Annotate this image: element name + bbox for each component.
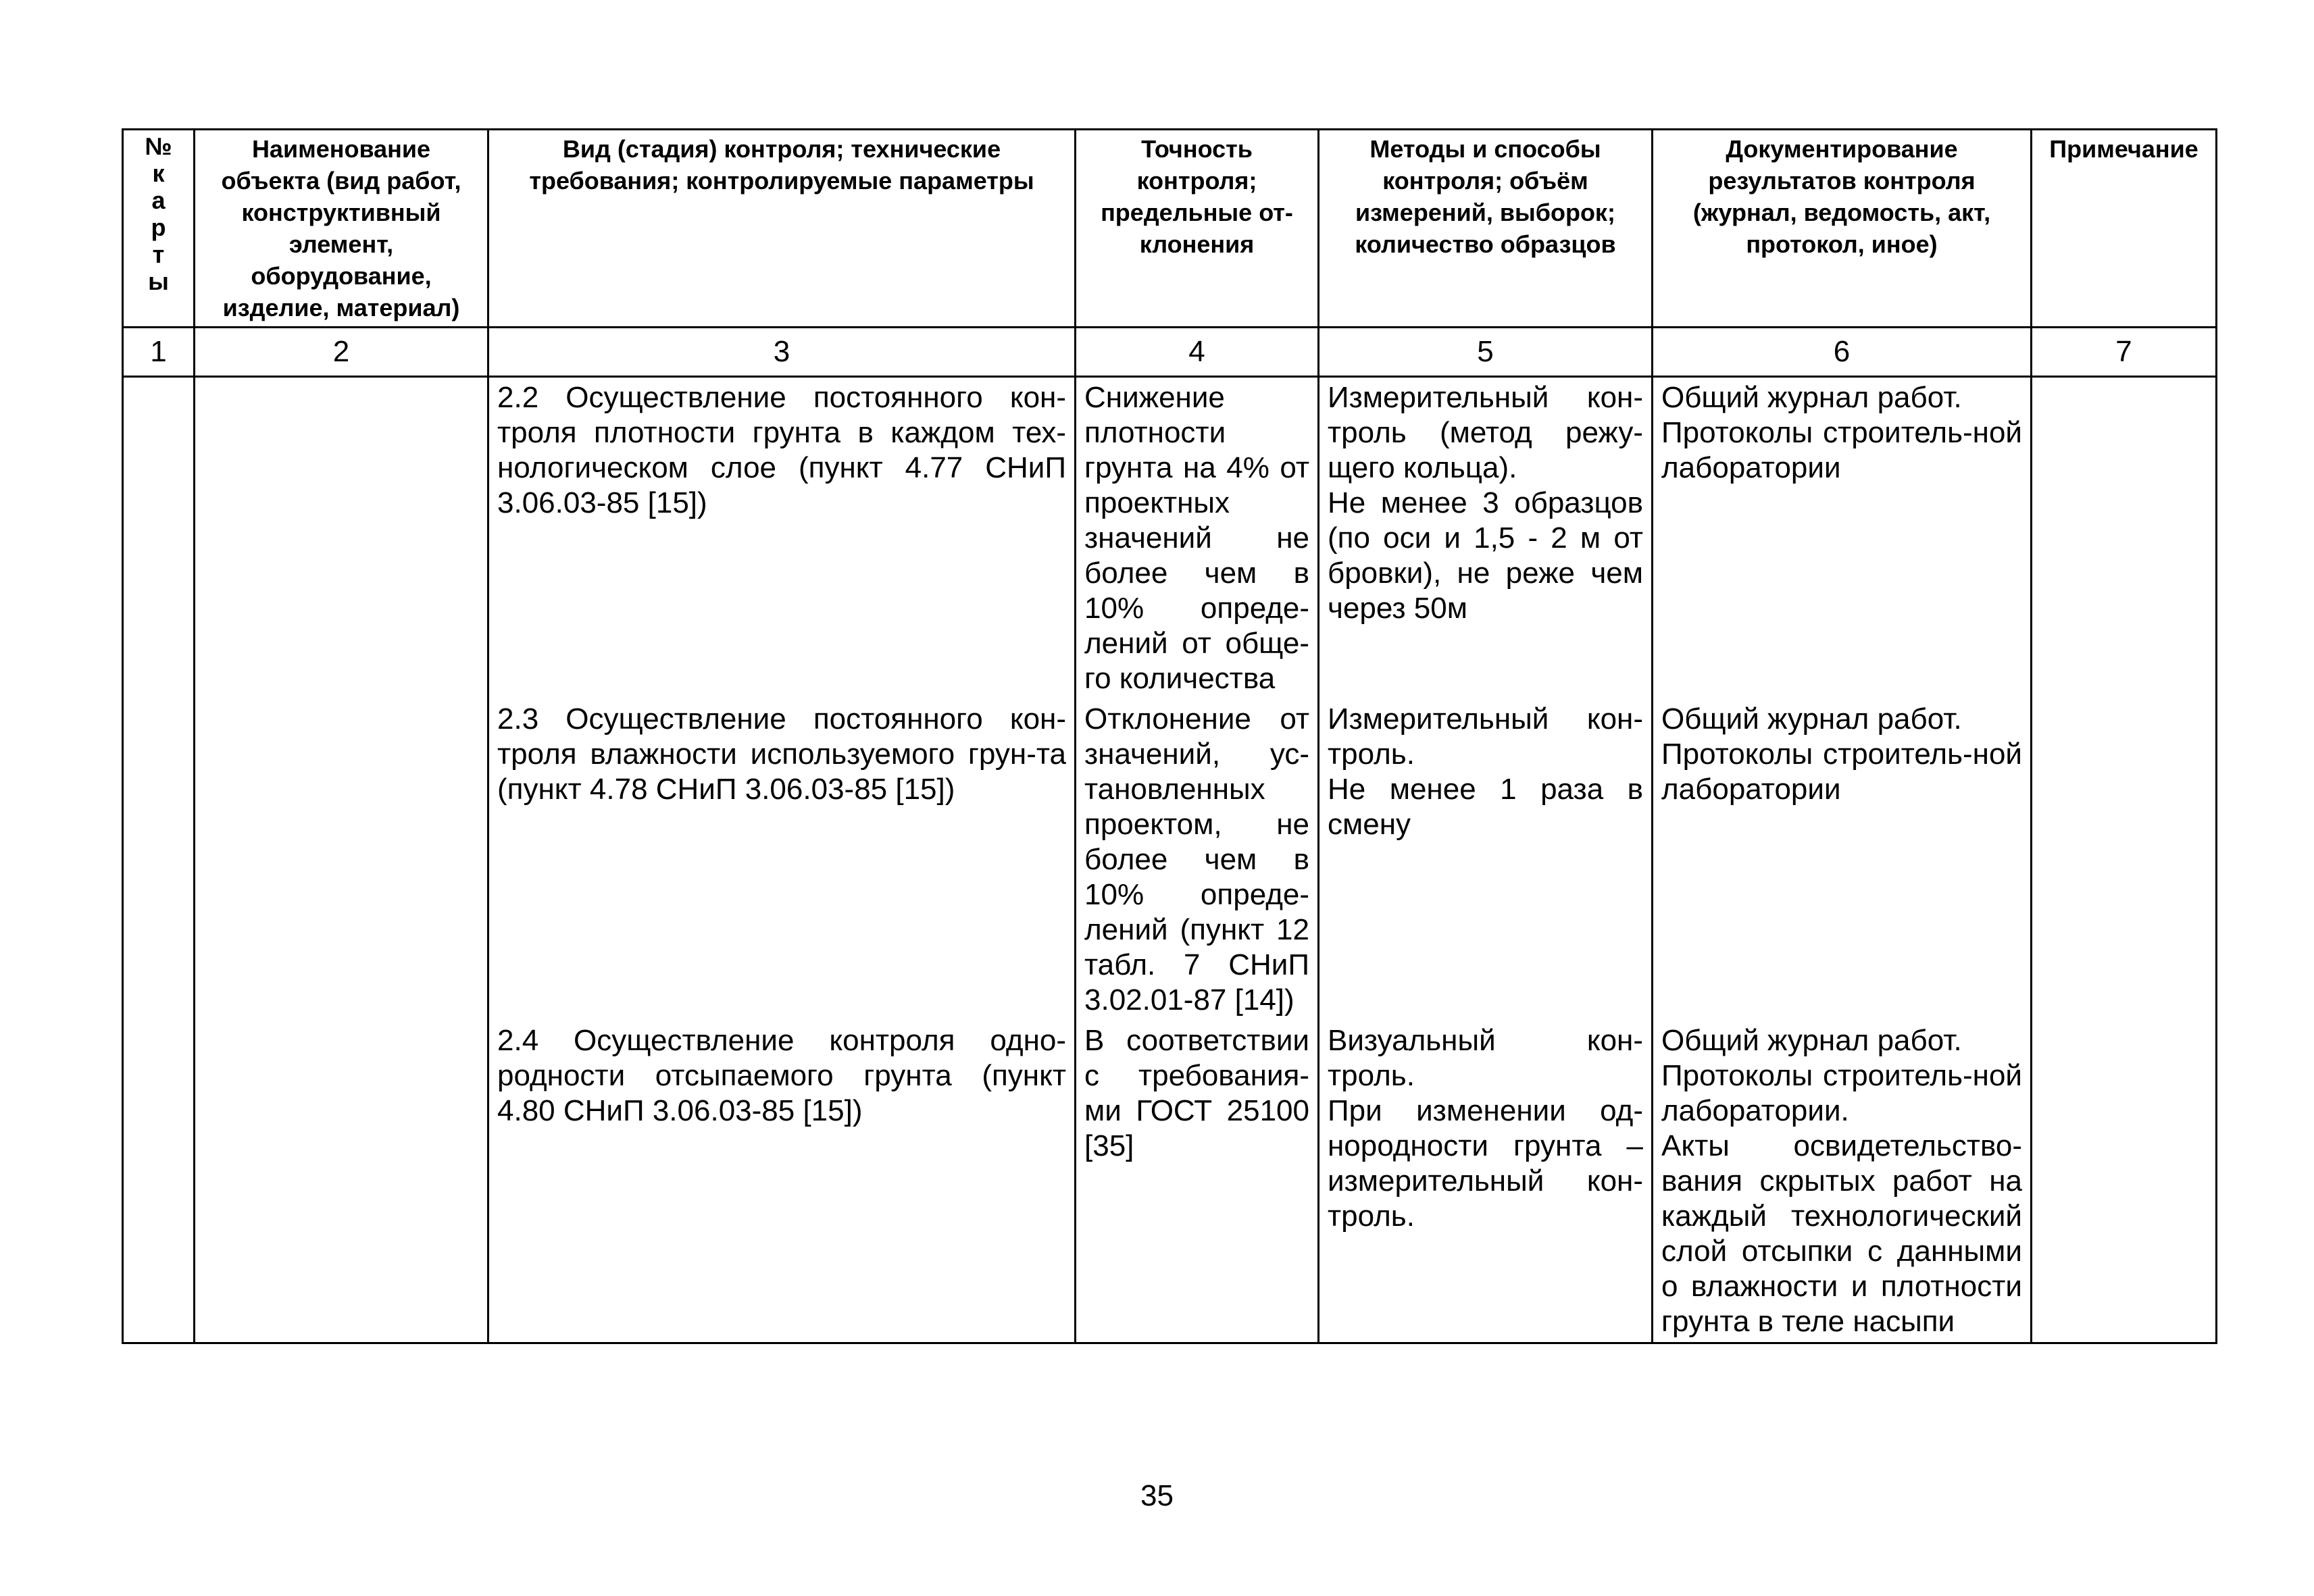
documentation-paragraph: Протоколы строитель-ной лаборатории — [1661, 416, 2022, 484]
cell-accuracy: Снижение плотности грунта на 4% от проектных значений не более чем в 10% опреде-лений от обще-го количества — [1076, 377, 1319, 700]
cell-card-number — [123, 1021, 195, 1343]
cell-note — [2032, 699, 2217, 1021]
cell-note — [2032, 1021, 2217, 1343]
methods-paragraph: Измерительный кон-троль (метод режу-щего кольца). — [1328, 381, 1643, 484]
methods-paragraph: Не менее 1 раза в смену — [1328, 773, 1643, 841]
cell-control-type: 2.3 Осуществление постоянного кон-троля влажности используемого грун-та (пункт 4.78 СНиП 3.06.03-85 [15]) — [488, 699, 1076, 1021]
cell-methods — [1319, 377, 1653, 700]
header-row — [123, 130, 2217, 328]
documentation-paragraph: Общий журнал работ. — [1661, 1024, 1962, 1057]
column-number: 3 — [488, 328, 1076, 377]
cell-control-type: 2.4 Осуществление контроля одно-родности отсыпаемого грунта (пункт 4.80 СНиП 3.06.03-85 [15]) — [488, 1021, 1076, 1343]
methods-paragraph: Визуальный кон-троль. — [1328, 1024, 1643, 1092]
cell-object-name — [195, 377, 488, 700]
column-number: 6 — [1653, 328, 2032, 377]
cell-accuracy: Отклонение от значений, ус-тановленных проектом, не более чем в 10% опреде-лений (пункт 12 табл. 7 СНиП 3.02.01-87 [14]) — [1076, 699, 1319, 1021]
cell-card-number — [123, 699, 195, 1021]
cell-documentation — [1653, 377, 2032, 700]
cell-documentation — [1653, 1021, 2032, 1343]
methods-paragraph: Не менее 3 образцов (по оси и 1,5 - 2 м от бровки), не реже чем через 50м — [1328, 486, 1643, 625]
column-number-row — [123, 328, 2217, 377]
table-row — [123, 1021, 2217, 1343]
header-card-number — [123, 130, 195, 328]
cell-note — [2032, 377, 2217, 700]
header-card-letter: а — [151, 186, 166, 214]
table-row — [123, 377, 2217, 700]
documentation-paragraph: Протоколы строитель-ной лаборатории — [1661, 738, 2022, 806]
header-object-name: Наименование объекта (вид работ, конструктивный элемент, оборудование, изделие, материал) — [195, 130, 488, 328]
column-number: 5 — [1319, 328, 1653, 377]
cell-object-name — [195, 1021, 488, 1343]
header-accuracy: Точность контроля; предельные от-клонения — [1076, 130, 1319, 328]
header-card-letter: р — [151, 213, 166, 241]
cell-object-name — [195, 699, 488, 1021]
header-note: Примечание — [2032, 130, 2217, 328]
cell-methods — [1319, 699, 1653, 1021]
cell-control-type: 2.2 Осуществление постоянного кон-троля плотности грунта в каждом тех-нологическом слое (пункт 4.77 СНиП 3.06.03-85 [15]) — [488, 377, 1076, 700]
column-number: 7 — [2032, 328, 2217, 377]
header-card-letter: ы — [148, 267, 169, 295]
column-number: 2 — [195, 328, 488, 377]
column-number: 1 — [123, 328, 195, 377]
header-card-letter: к — [152, 159, 165, 187]
page-number: 35 — [1140, 1479, 1174, 1512]
header-card-letter: № — [145, 132, 172, 160]
cell-methods — [1319, 1021, 1653, 1343]
documentation-paragraph: Общий журнал работ. — [1661, 381, 1962, 414]
documentation-paragraph: Общий журнал работ. — [1661, 702, 1962, 736]
header-control-type: Вид (стадия) контроля; технические требования; контролируемые параметры — [488, 130, 1076, 328]
cell-accuracy: В соответствии с требования-ми ГОСТ 25100 [35] — [1076, 1021, 1319, 1343]
table-row — [123, 699, 2217, 1021]
cell-card-number — [123, 377, 195, 700]
header-card-letter: т — [152, 240, 165, 268]
control-table — [122, 128, 2217, 1344]
methods-paragraph: Измерительный кон-троль. — [1328, 702, 1643, 771]
column-number: 4 — [1076, 328, 1319, 377]
methods-paragraph: При изменении од-нородности грунта – измерительный кон-троль. — [1328, 1094, 1643, 1233]
cell-documentation — [1653, 699, 2032, 1021]
documentation-paragraph: Акты освидетельство-вания скрытых работ на каждый технологический слой отсыпки с данными о влажности и плотности грунта в теле насыпи — [1661, 1129, 2022, 1338]
header-documentation: Документирование результатов контроля (журнал, ведомость, акт, протокол, иное) — [1653, 130, 2032, 328]
header-methods: Методы и способы контроля; объём измерений, выборок; количество образцов — [1319, 130, 1653, 328]
documentation-paragraph: Протоколы строитель-ной лаборатории. — [1661, 1059, 2022, 1127]
